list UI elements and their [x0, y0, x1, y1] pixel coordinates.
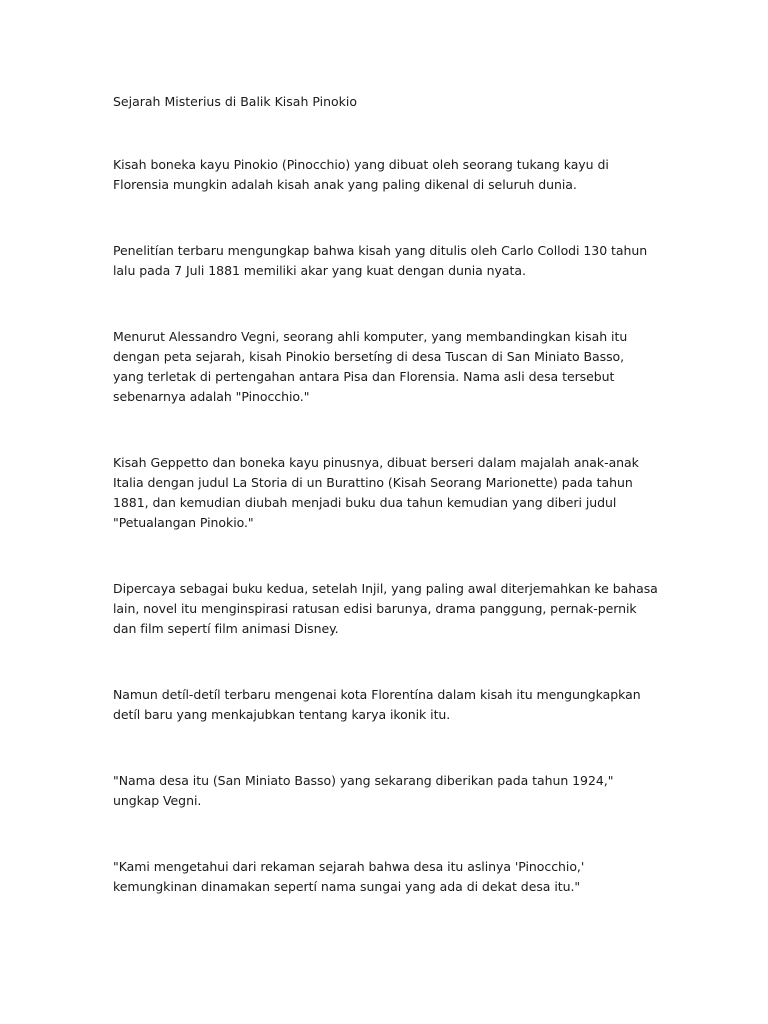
- paragraph-1: Kisah boneka kayu Pinokio (Pinocchio) yang dibuat oleh seorang tukang kayu di Florensia mungkin adalah kisah anak yang paling dikenal di seluruh dunia.: [113, 157, 609, 192]
- paragraph-4: Kisah Geppetto dan boneka kayu pinusnya, dibuat berseri dalam majalah anak-anak Italia dengan judul La Storia di un Burattino (Kisah Seorang Marionette) pada tahun 1881, dan kemudian diubah menjadi buku dua tahun kemudian yang diberi judul "Petualangan Pinokio.": [113, 455, 639, 530]
- paragraph-2: Penelitían terbaru mengungkap bahwa kisah yang ditulis oleh Carlo Collodi 130 tahun lalu pada 7 Juli 1881 memiliki akar yang kuat dengan dunia nyata.: [113, 243, 648, 278]
- paragraph-8: "Kami mengetahui dari rekaman sejarah bahwa desa itu aslinya 'Pinocchio,' kemungkinan dinamakan sepertí nama sungai yang ada di dekat desa itu.": [113, 859, 585, 894]
- document-title: Sejarah Misterius di Balik Kisah Pinokio: [113, 94, 358, 109]
- paragraph-3: Menurut Alessandro Vegni, seorang ahli komputer, yang membandingkan kisah itu dengan peta sejarah, kisah Pinokio bersetíng di desa Tuscan di San Miniato Basso, yang terletak di pertengahan antara Pisa dan Florensia. Nama asli desa tersebut sebenarnya adalah "Pinocchio.": [113, 329, 628, 404]
- paragraph-5: Dipercaya sebagai buku kedua, setelah Injil, yang paling awal diterjemahkan ke bahasa lain, novel itu menginspirasi ratusan edisi barunya, drama panggung, pernak-pernik dan film sepertí film animasi Disney.: [113, 581, 658, 636]
- paragraph-7: "Nama desa itu (San Miniato Basso) yang sekarang diberikan pada tahun 1924," ungkap Vegni.: [113, 773, 614, 808]
- document-body: [113, 92, 658, 943]
- paragraph-6: Namun detíl-detíl terbaru mengenai kota Florentína dalam kisah itu mengungkapkan detíl baru yang menkajubkan tentang karya ikonik itu.: [113, 687, 641, 722]
